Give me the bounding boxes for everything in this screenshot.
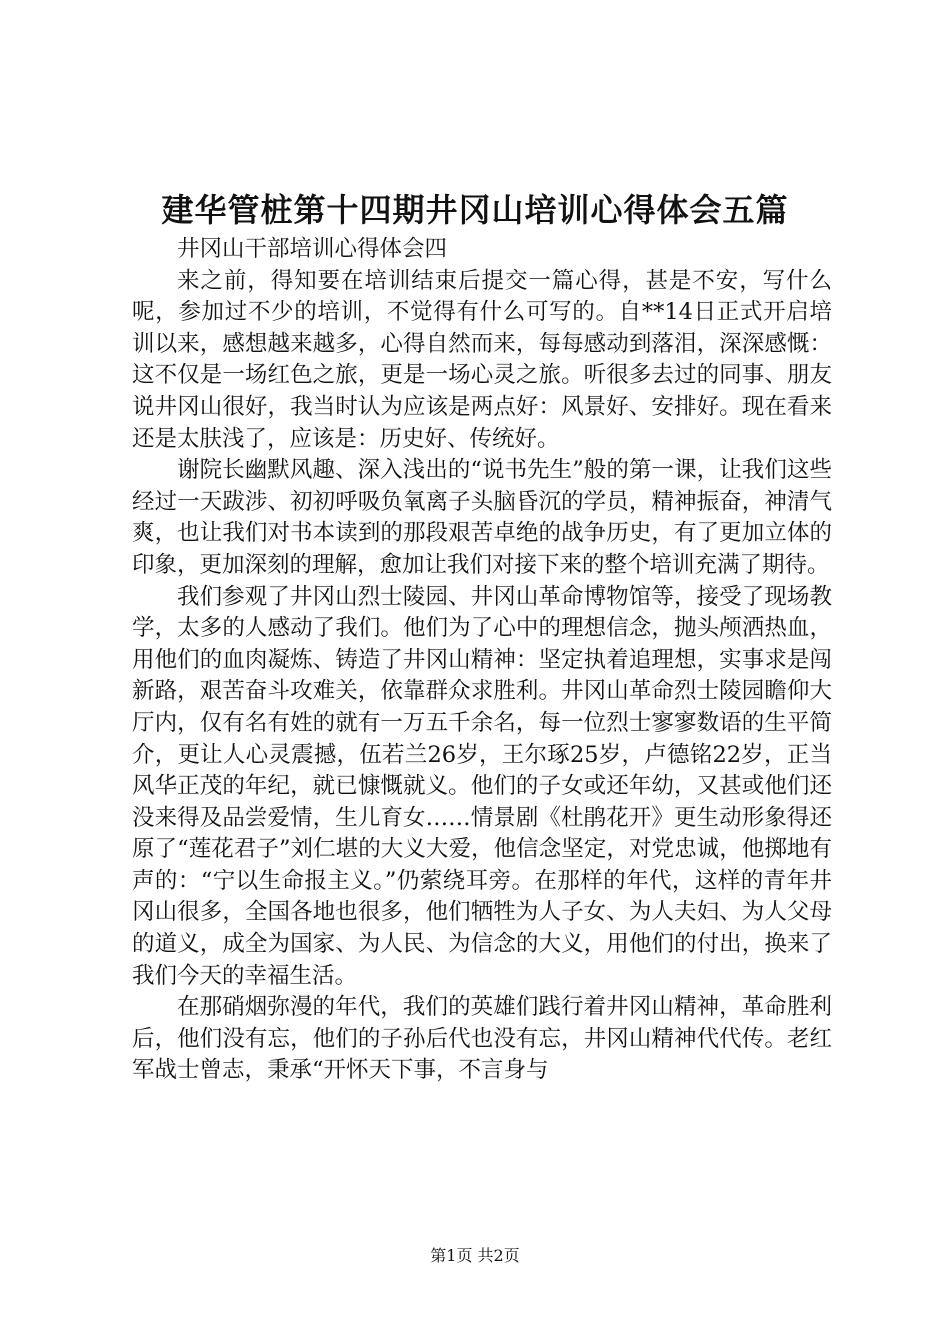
document-subtitle: 井冈山干部培训心得体会四 [177,236,448,262]
paragraph-3: 我们参观了井冈山烈士陵园、井冈山革命博物馆等，接受了现场教学，太多的人感动了我们。他们为了心中的理想信念，抛头颅洒热血，用他们的血肉凝炼、铸造了井冈山精神：坚定执着追理想，实事求是闯新路，艰苦奋斗攻难关，依靠群众求胜利。井冈山革命烈士陵园瞻仰大厅内，仅有名有姓的就有一万五千余名，每一位烈士寥寥数语的生平简介，更让人心灵震撼，伍若兰26岁，王尔琢25岁，卢德铭22岁，正当风华正茂的年纪，就已慷慨就义。他们的子女或还年幼，又甚或他们还没来得及品尝爱情，生儿育女……情景剧《杜鹃花开》更生动形象得还原了“莲花君子”刘仁堪的大义大爱，他信念坚定，对党忠诚，他掷地有声的：“宁以生命报主义。”仍萦绕耳旁。在那样的年代，这样的青年井冈山很多，全国各地也很多，他们牺牲为人子女、为人夫妇、为人父母的道义，成全为国家、为人民、为信念的大义，用他们的付出，换来了我们今天的幸福生活。 [132,583,832,989]
paragraph-4: 在那硝烟弥漫的年代，我们的英雄们践行着井冈山精神，革命胜利后，他们没有忘，他们的子孙后代也没有忘，井冈山精神代代传。老红军战士曾志，秉承“开怀天下事，不言身与 [132,994,832,1084]
paragraph-2: 谢院长幽默风趣、深入浅出的“说书先生”般的第一课，让我们这些经过一天跋涉、初初呼吸负氧离子头脑昏沉的学员，精神振奋，神清气爽，也让我们对书本读到的那段艰苦卓绝的战争历史，有了更加立体的印象，更加深刻的理解，愈加让我们对接下来的整个培训充满了期待。 [132,457,832,578]
page-number-footer: 第1页 共2页 [430,1246,520,1265]
document-body [132,234,832,1087]
document-title: 建华管桩第十四期井冈山培训心得体会五篇 [161,191,789,229]
paragraph-1: 来之前，得知要在培训结束后提交一篇心得，甚是不安，写什么呢，参加过不少的培训，不觉得有什么可写的。自**14日正式开启培训以来，感想越来越多，心得自然而来，每每感动到落泪，深深感慨：这不仅是一场红色之旅，更是一场心灵之旅。听很多去过的同事、朋友说井冈山很好，我当时认为应该是两点好：风景好、安排好。现在看来还是太肤浅了，应该是：历史好、传统好。 [132,267,832,452]
